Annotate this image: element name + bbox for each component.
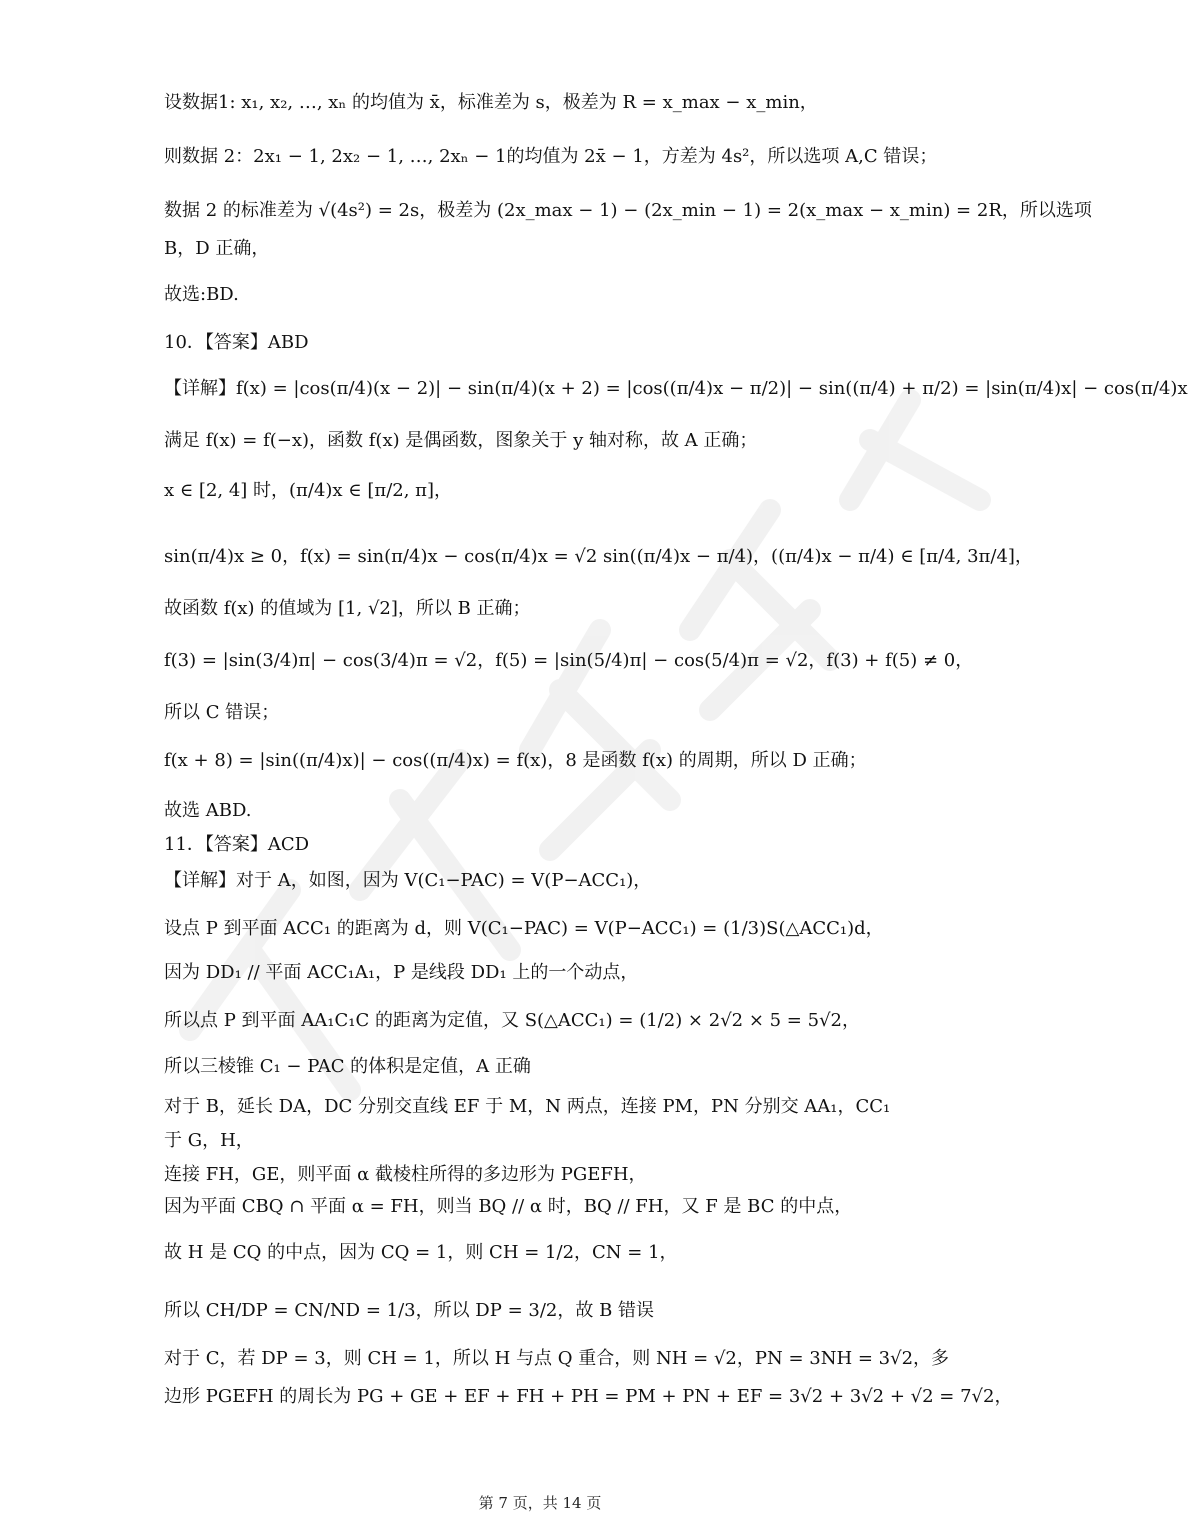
text-line: B，D 正确， [164, 238, 270, 259]
answer-heading: 10．【答案】ABD [164, 332, 309, 353]
text-line: 所以 CH/DP = CN/ND = 1/3，所以 DP = 3/2，故 B 错误 [164, 1300, 655, 1321]
text-line: 因为 DD₁ // 平面 ACC₁A₁，P 是线段 DD₁ 上的一个动点， [164, 962, 639, 983]
text-line: 故 H 是 CQ 的中点，因为 CQ = 1，则 CH = 1/2，CN = 1， [164, 1242, 678, 1263]
text-line: 设数据1: x₁, x₂, …, xₙ 的均值为 x̄，标准差为 s，极差为 R = x_max − x_min， [164, 92, 818, 113]
text-line: 故函数 f(x) 的值域为 [1, √2]，所以 B 正确； [164, 598, 531, 619]
text-line: 【详解】对于 A，如图，因为 V(C₁−PAC) = V(P−ACC₁)， [164, 870, 652, 891]
text-line: 所以三棱锥 C₁ − PAC 的体积是定值，A 正确 [164, 1056, 531, 1077]
text-line: 对于 C，若 DP = 3，则 CH = 1，所以 H 与点 Q 重合，则 NH = √2，PN = 3NH = 3√2，多 [164, 1348, 950, 1369]
text-line: 【详解】f(x) = |cos(π/4)(x − 2)| − sin(π/4)(x + 2) = |cos((π/4)x − π/2)| − sin((π/4) + π/2) = |sin(π/4)x| − cos(π/4)x [164, 378, 1188, 399]
text-line: f(3) = |sin(3/4)π| − cos(3/4)π = √2，f(5) = |sin(5/4)π| − cos(5/4)π = √2，f(3) + f(5) ≠ 0， [164, 650, 974, 671]
text-line: f(x + 8) = |sin((π/4)x)| − cos((π/4)x) = f(x)，8 是函数 f(x) 的周期，所以 D 正确； [164, 750, 867, 771]
text-line: 对于 B，延长 DA，DC 分别交直线 EF 于 M，N 两点，连接 PM，PN 分别交 AA₁，CC₁ [164, 1096, 891, 1117]
text-line: 于 G，H， [164, 1130, 254, 1151]
text-line: 连接 FH，GE，则平面 α 截棱柱所得的多边形为 PGEFH， [164, 1164, 647, 1185]
text-line: 则数据 2：2x₁ − 1, 2x₂ − 1, …, 2xₙ − 1的均值为 2x̄ − 1，方差为 4s²，所以选项 A,C 错误； [164, 146, 938, 167]
text-line: 故选:BD. [164, 284, 239, 305]
text-line: x ∈ [2, 4] 时，(π/4)x ∈ [π/2, π]， [164, 480, 453, 501]
text-line: 所以 C 错误； [164, 702, 280, 723]
text-line: 故选 ABD. [164, 800, 252, 821]
text-line: 数据 2 的标准差为 √(4s²) = 2s，极差为 (2x_max − 1) − (2x_min − 1) = 2(x_max − x_min) = 2R，所以选项 [164, 200, 1092, 221]
answer-heading: 11．【答案】ACD [164, 834, 310, 855]
page-footer: 第 7 页，共 14 页 [478, 1494, 602, 1512]
text-line: 因为平面 CBQ ∩ 平面 α = FH，则当 BQ // α 时，BQ // FH，又 F 是 BC 的中点， [164, 1196, 853, 1217]
text-line: 所以点 P 到平面 AA₁C₁C 的距离为定值，又 S(△ACC₁) = (1/2) × 2√2 × 5 = 5√2， [164, 1010, 860, 1031]
text-line: sin(π/4)x ≥ 0，f(x) = sin(π/4)x − cos(π/4)x = √2 sin((π/4)x − π/4)，((π/4)x − π/4) ∈ [π/4, 3π/4]， [164, 546, 1033, 567]
text-line: 边形 PGEFH 的周长为 PG + GE + EF + FH + PH = PM + PN + EF = 3√2 + 3√2 + √2 = 7√2， [164, 1386, 1013, 1407]
text-line: 满足 f(x) = f(−x)，函数 f(x) 是偶函数，图象关于 y 轴对称，故 A 正确； [164, 430, 758, 451]
text-line: 设点 P 到平面 ACC₁ 的距离为 d，则 V(C₁−PAC) = V(P−ACC₁) = (1/3)S(△ACC₁)d， [164, 918, 884, 939]
